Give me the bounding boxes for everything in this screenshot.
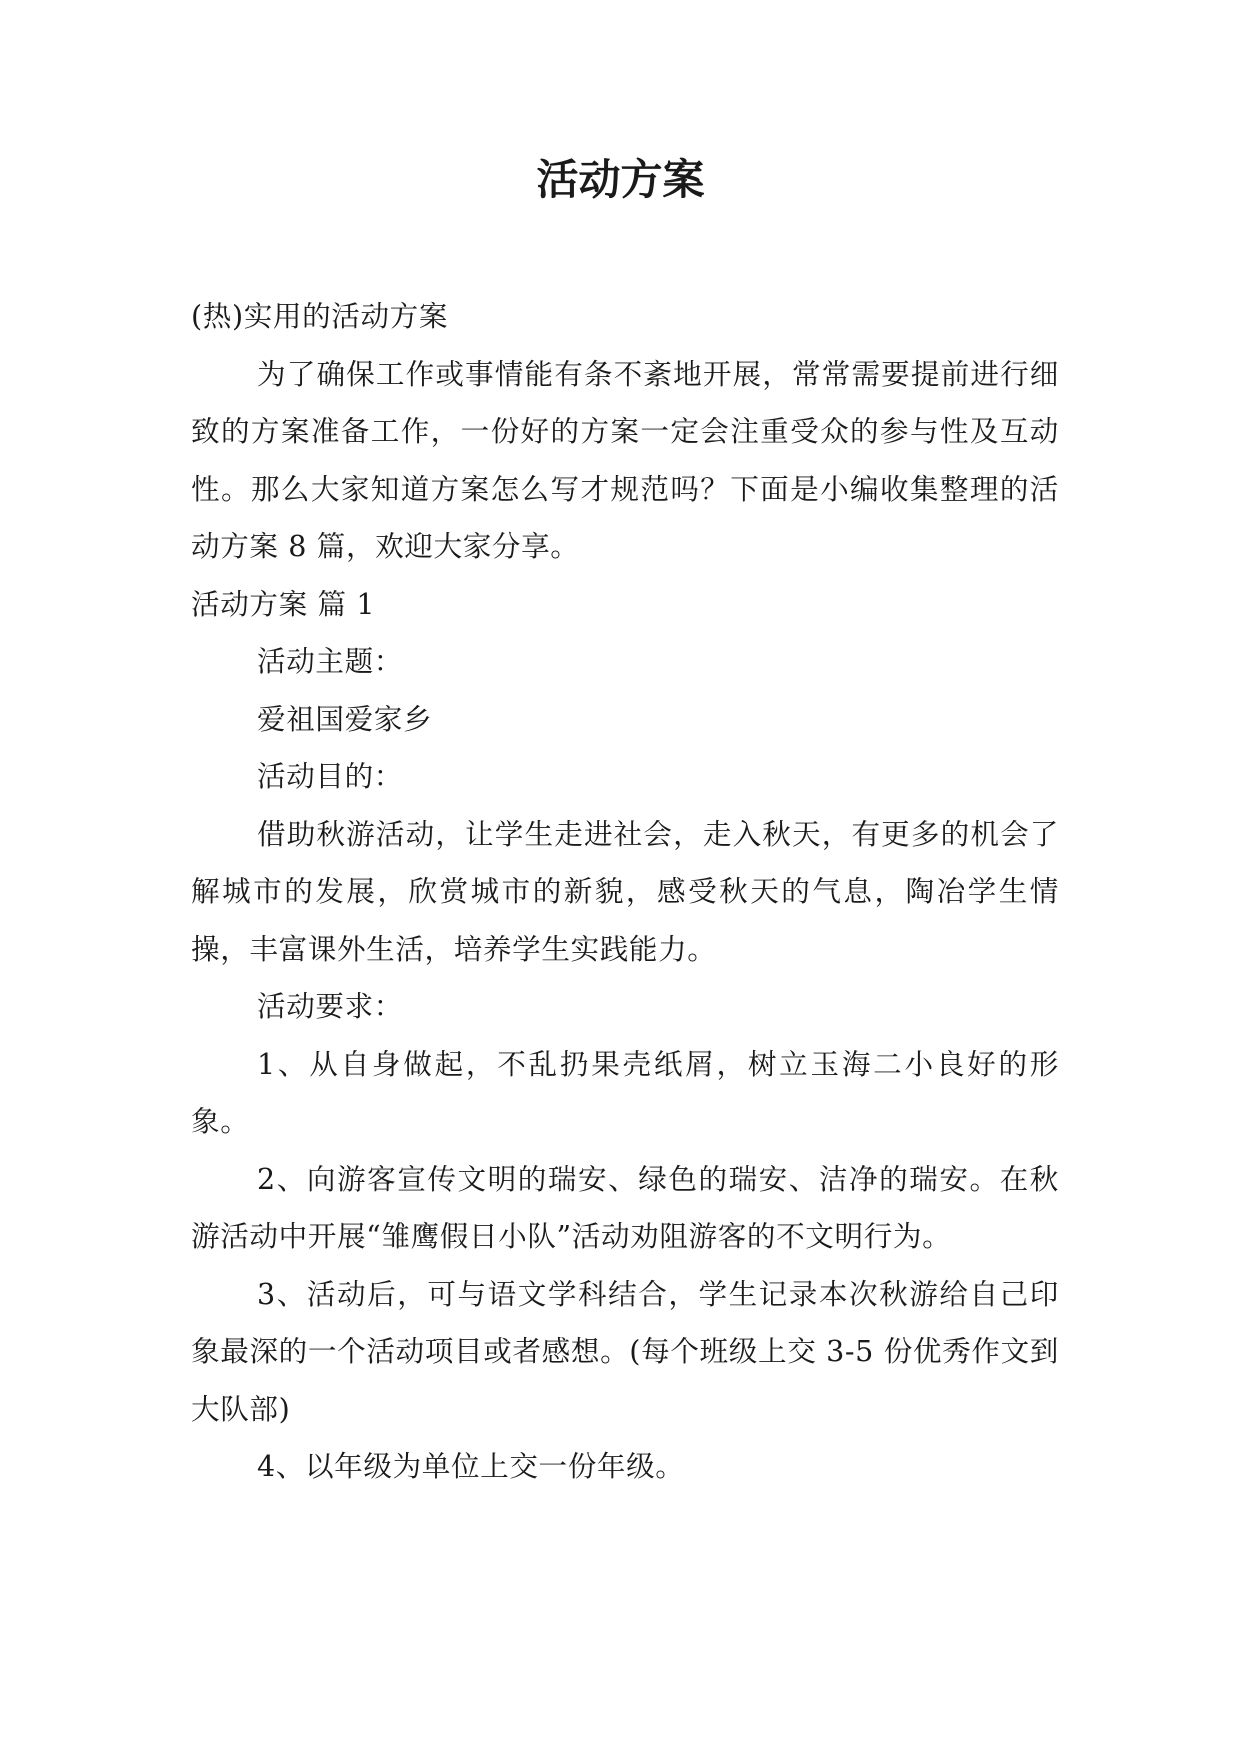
theme-value: 爱祖国爱家乡 bbox=[257, 701, 433, 736]
document-body bbox=[191, 288, 1059, 1496]
document-title: 活动方案 bbox=[536, 155, 705, 204]
purpose-label: 活动目的： bbox=[257, 759, 403, 793]
requirement-item: 3、活动后，可与语文学科结合，学生记录本次秋游给自己印象最深的一个活动项目或者感想。(每个班级上交 3-5 份优秀作文到大队部) bbox=[191, 1276, 1059, 1426]
purpose-paragraph: 借助秋游活动，让学生走进社会，走入秋天，有更多的机会了解城市的发展，欣赏城市的新貌，感受秋天的气息，陶冶学生情操，丰富课外生活，培养学生实践能力。 bbox=[191, 816, 1059, 966]
requirements-label: 活动要求： bbox=[257, 989, 403, 1023]
section-heading: 活动方案 篇 1 bbox=[191, 586, 376, 621]
subtitle-line: (热)实用的活动方案 bbox=[191, 299, 449, 333]
requirement-item: 4、以年级为单位上交一份年级。 bbox=[257, 1449, 685, 1483]
theme-label: 活动主题： bbox=[257, 644, 403, 678]
requirement-item: 2、向游客宣传文明的瑞安、绿色的瑞安、洁净的瑞安。在秋游活动中开展“雏鹰假日小队”活动劝阻游客的不文明行为。 bbox=[191, 1161, 1059, 1253]
requirement-item: 1、从自身做起，不乱扔果壳纸屑，树立玉海二小良好的形象。 bbox=[191, 1046, 1059, 1138]
intro-paragraph: 为了确保工作或事情能有条不紊地开展，常常需要提前进行细致的方案准备工作，一份好的方案一定会注重受众的参与性及互动性。那么大家知道方案怎么写才规范吗？下面是小编收集整理的活动方案 8 篇，欢迎大家分享。 bbox=[191, 356, 1059, 563]
